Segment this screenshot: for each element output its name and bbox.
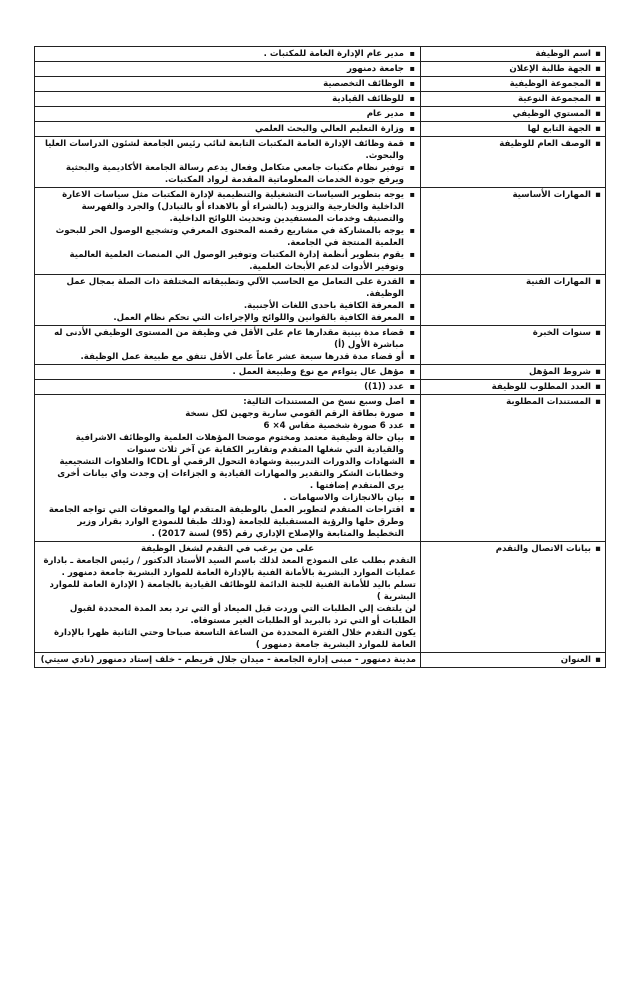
- list-item: ▪ يوجه بالمشاركة في مشاريع رقمنه المحتوى المعرفي وتشجيع الوصول الحر للبحوث العلمية المنتجة في الجامعة.: [39, 225, 416, 249]
- row-value: [35, 47, 421, 62]
- list-item: ▪ وزارة التعليم العالي والبحث العلمي: [39, 123, 416, 135]
- list-item: ▪ يقوم بتطوير أنظمة إدارة المكتبات وتوفير الوصول الي المنصات العلمية العالمية وتوفير الأدوات لدعم الأبحاث العلمية.: [39, 249, 416, 273]
- paragraph: على من يرغب في التقدم لشغل الوظيفة: [140, 544, 315, 554]
- row-label: ▪الوصف العام للوظيفة: [421, 137, 606, 188]
- list-item: ▪ مؤهل عال يتواءم مع نوع وطبيعة العمل .: [39, 366, 416, 378]
- paragraph: يكون التقدم خلال الفترة المحددة من الساعة التاسعة صباحا وحتي الثانية ظهرا بالإدارة العامة للموارد البشرية جامعة دمنهور ): [53, 628, 416, 650]
- list-item: ▪ بيان بالانجازات والاسهامات .: [39, 492, 416, 504]
- list-item: ▪ عدد ((1)): [39, 381, 416, 393]
- row-value: [35, 653, 421, 668]
- row-value: [35, 188, 421, 275]
- job-announcement-table: [34, 46, 606, 668]
- table-row: [35, 62, 606, 77]
- list-item: ▪ جامعة دمنهور: [39, 63, 416, 75]
- row-value: [35, 380, 421, 395]
- table-row: [35, 107, 606, 122]
- table-row: [35, 326, 606, 365]
- list-item: ▪ يوجه بتطوير السياسات التشغيلية والتنظيمية لإدارة المكتبات مثل سياسات الاعارة الداخلية والخارجية والتزويد (بالشراء أو بالاهداء أو بالتبادل) والجرد والفهرسة والتصنيف وخدمات المستفيدين وتحديث اللوائح الداخلية.: [39, 189, 416, 225]
- row-label: ▪سنوات الخبرة: [421, 326, 606, 365]
- paragraph: تسلم باليد للأمانة الفنية للجنة الدائمة للوظائف القيادية بالجامعة ( الإدارة العامة للموارد البشرية ): [49, 580, 416, 602]
- row-value: [35, 77, 421, 92]
- table-row: [35, 365, 606, 380]
- table-row: [35, 137, 606, 188]
- list-item: ▪ المعرفة الكافية بالقوانين واللوائح والإجراءات التي تحكم نظام العمل.: [39, 312, 416, 324]
- row-value: [35, 122, 421, 137]
- row-label: ▪العدد المطلوب للوظيفة: [421, 380, 606, 395]
- list-item: ▪ المعرفة الكافية باحدى اللغات الأجنبية.: [39, 300, 416, 312]
- list-item: ▪ قضاء مدة بينية مقدارها عام على الأقل في وظيفة من المستوى الوظيفي الأدنى له مباشرة الأول (أ): [39, 327, 416, 351]
- table-row: [35, 380, 606, 395]
- list-item: ▪ توفير نظام مكتبات جامعي متكامل وفعال يدعم رسالة الجامعة الأكاديمية والبحثية ويرفع جودة الخدمات المعلوماتية المقدمة لرواد المكتبات.: [39, 162, 416, 186]
- list-item: ▪ اقتراحات المتقدم لتطوير العمل بالوظيفة المتقدم لها والمعوقات التي تواجه الجامعة وطرق حلها والرؤية المستقبلية للجامعة (وذلك طبقا للنموذج الوارد بقرار وزير التخطيط والمتابعة والإصلاح الإداري رقم (95) لسنة 2017) .: [39, 504, 416, 540]
- list-item: ▪ أو قضاء مدة قدرها سبعة عشر عاماً على الأقل تتفق مع طبيعة عمل الوظيفة.: [39, 351, 416, 363]
- row-label: ▪الجهة طالبة الإعلان: [421, 62, 606, 77]
- paragraph: التقدم بطلب على النموذج المعد لذلك باسم السيد الأستاذ الدكتور / رئيس الجامعة ـ بادارة عمليات الموارد البشرية بالأمانة الفنية بالإدارة العامة للموارد البشرية جامعة دمنهور .: [43, 556, 416, 578]
- row-label: ▪المجموعة الوظيفية: [421, 77, 606, 92]
- list-item: ▪ بيان حالة وظيفية معتمد ومختوم موضحا المؤهلات العلمية والوظائف الاشرافية والقيادية التي شغلها المتقدم وتقارير الكفاية عن آخر ثلاث سنوات: [39, 432, 416, 456]
- row-value: [35, 395, 421, 542]
- table-row: [35, 77, 606, 92]
- list-item: ▪ مدير عام الإدارة العامة للمكتبات .: [39, 48, 416, 60]
- row-value: [35, 326, 421, 365]
- row-label: ▪المهارات الأساسية: [421, 188, 606, 275]
- row-value: [35, 542, 421, 653]
- row-label: ▪الجهة التابع لها: [421, 122, 606, 137]
- row-value: [35, 92, 421, 107]
- paragraph: لن يلتفت إلي الطلبات التي وردت قبل الميعاد أو التي ترد بعد المدة المحددة لقبول الطلبات أو التي ترد بالبريد أو الطلبات الغير مستوفاه.: [69, 604, 416, 626]
- row-label: ▪اسم الوظيفة: [421, 47, 606, 62]
- table-row: [35, 47, 606, 62]
- list-item: ▪ صورة بطاقة الرقم القومي سارية وجهين لكل نسخة: [39, 408, 416, 420]
- list-item: ▪ مدير عام: [39, 108, 416, 120]
- row-label: ▪العنوان: [421, 653, 606, 668]
- row-label: ▪بيانات الاتصال والتقدم: [421, 542, 606, 653]
- list-item: ▪ القدرة على التعامل مع الحاسب الآلي وتطبيقاته المختلفة ذات الصلة بمجال عمل الوظيفة.: [39, 276, 416, 300]
- list-item: ▪ الشهادات والدورات التدريبية وشهادة التحول الرقمي أو ICDL والعلاوات التشجيعية وخطابات الشكر والتقدير والمهارات القيادية و الجزاءات إن وجدت واي بيانات أخرى يرى المتقدم إضافتها .: [39, 456, 416, 492]
- table-row: [35, 542, 606, 653]
- row-label: ▪المهارات الفنية: [421, 275, 606, 326]
- list-item: ▪ اصل وسبع نسخ من المستندات التالية:: [39, 396, 416, 408]
- row-value: [35, 107, 421, 122]
- row-value: [35, 137, 421, 188]
- table-row: [35, 122, 606, 137]
- table-row: [35, 653, 606, 668]
- table-row: [35, 92, 606, 107]
- table-row: [35, 395, 606, 542]
- list-item: ▪ عدد 6 صورة شخصية مقاس 4× 6: [39, 420, 416, 432]
- table-row: [35, 188, 606, 275]
- row-value: [35, 275, 421, 326]
- row-value: [35, 62, 421, 77]
- list-item: ▪ قمة وظائف الإدارة العامة المكتبات التابعة لنائب رئيس الجامعة لشئون الدراسات العليا والبحوث.: [39, 138, 416, 162]
- row-label: ▪المستندات المطلوبة: [421, 395, 606, 542]
- row-label: ▪المستوي الوظيفي: [421, 107, 606, 122]
- row-label: ▪المجموعة النوعية: [421, 92, 606, 107]
- list-item: ▪ للوظائف القيادية: [39, 93, 416, 105]
- row-label: ▪شروط المؤهل: [421, 365, 606, 380]
- row-value: [35, 365, 421, 380]
- list-item: ▪ الوظائف التخصصية: [39, 78, 416, 90]
- paragraph: مدينة دمنهور - مبنى إدارة الجامعة - ميدان جلال قريطم - خلف إستاد دمنهور (نادي سيتي): [40, 655, 416, 665]
- table-row: [35, 275, 606, 326]
